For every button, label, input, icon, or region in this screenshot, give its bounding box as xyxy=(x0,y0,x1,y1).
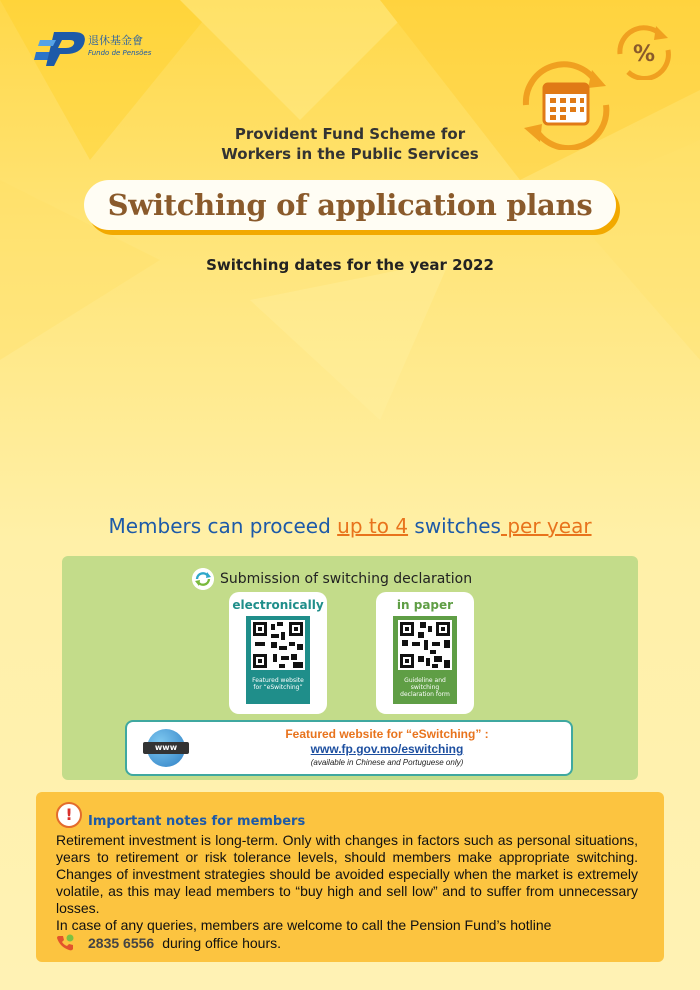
important-notes-panel xyxy=(36,792,664,962)
main-title: Switching of application plans xyxy=(107,188,593,222)
website-label: Featured website for “eSwitching” : xyxy=(285,727,489,741)
electronic-label: electronically xyxy=(232,598,324,612)
notes-title: Important notes for members xyxy=(88,814,306,829)
fund-logo-portuguese: Fundo de Pensões xyxy=(88,49,152,57)
paper-qr-caption: Guideline and switching declaration form xyxy=(400,677,450,698)
main-title-banner xyxy=(84,180,616,230)
qr-code-icon xyxy=(251,620,305,670)
eswitching-link[interactable]: www.fp.gov.mo/eswitching xyxy=(310,742,464,756)
members-text-2: switches xyxy=(408,514,501,538)
members-highlight-2: per year xyxy=(500,514,592,538)
members-text-1: Members can proceed xyxy=(108,514,338,538)
hotline-row xyxy=(56,934,638,952)
notes-body xyxy=(56,832,638,952)
notes-query: In case of any queries, members are welcome to call the Pension Fund’s hotline xyxy=(56,917,552,933)
fund-logo-chinese: 退休基金會 xyxy=(88,34,143,47)
switching-year-subtitle: Switching dates for the year 2022 xyxy=(206,256,494,274)
members-switch-limit xyxy=(0,514,700,538)
refresh-icon xyxy=(192,568,214,590)
members-highlight-1: up to 4 xyxy=(337,514,409,538)
submission-title: Submission of switching declaration xyxy=(220,571,473,587)
electronic-qr-caption: Featured website for “eSwitching” xyxy=(252,677,304,691)
qr-code-icon xyxy=(398,620,452,670)
electronic-submission-card[interactable] xyxy=(229,592,327,714)
svg-text:%: % xyxy=(632,42,656,67)
submission-heading xyxy=(192,568,472,590)
scheme-title-line-1: Provident Fund Scheme for xyxy=(234,125,466,143)
scheme-title xyxy=(0,124,700,164)
electronic-qr-frame[interactable] xyxy=(246,616,310,704)
fund-logo-icon xyxy=(34,28,90,68)
paper-label: in paper xyxy=(396,598,454,612)
phone-icon xyxy=(56,934,74,952)
www-badge: www xyxy=(143,742,189,754)
office-hours-text: during office hours. xyxy=(162,934,282,951)
hotline-number[interactable]: 2835 6556 xyxy=(88,934,155,951)
language-availability-note: (available in Chinese and Portuguese only) xyxy=(310,758,464,767)
percent-cycle-icon xyxy=(612,24,676,80)
paper-qr-frame[interactable] xyxy=(393,616,457,704)
globe-icon xyxy=(147,729,185,767)
notes-heading xyxy=(56,800,305,829)
paper-submission-card[interactable] xyxy=(376,592,474,714)
exclamation-icon: ! xyxy=(56,802,82,828)
fund-logo-text xyxy=(88,34,151,60)
notes-paragraph: Retirement investment is long-term. Only with changes in factors such as personal situations, years to retirement or risk tolerance levels, should members make appropriate switching. Changes of investment strategies should be avoided especially when the market is extremely volatile, as this may lead members to “buy high and sell low” and to suffer from unnecessary losses. xyxy=(56,832,638,916)
scheme-title-line-2: Workers in the Public Services xyxy=(221,145,479,163)
eswitching-website-box xyxy=(125,720,573,776)
